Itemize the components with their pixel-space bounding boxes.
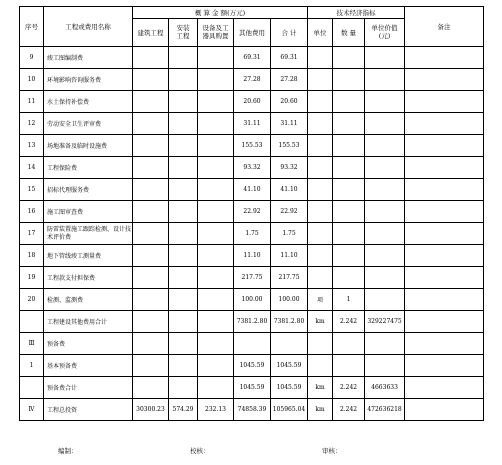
cell-total — [271, 333, 308, 355]
cell-name: 工程建设其他费用合计 — [44, 311, 133, 333]
cell-total: 11.10 — [271, 245, 308, 267]
table-row — [20, 289, 484, 311]
cell-build — [133, 289, 169, 311]
cell-qty — [333, 267, 365, 289]
header-build: 建筑工程 — [133, 19, 169, 47]
cell-equip — [198, 69, 234, 91]
cell-unit — [308, 113, 333, 135]
cell-unit: km — [308, 399, 333, 421]
cell-build — [133, 223, 169, 245]
cell-qty — [333, 69, 365, 91]
header-qty: 数 量 — [333, 19, 365, 47]
cell-remark — [405, 355, 484, 377]
cell-qty — [333, 355, 365, 377]
header-equip — [198, 19, 234, 47]
cell-install — [169, 201, 198, 223]
cell-total: 41.10 — [271, 179, 308, 201]
cell-unit-value: 329227475 — [365, 311, 405, 333]
cell-other: 41.10 — [234, 179, 271, 201]
cell-name: 场地准备及临时设施费 — [44, 135, 133, 157]
cell-qty: 2.242 — [333, 399, 365, 421]
cell-seq: 9 — [20, 47, 44, 69]
cell-unit — [308, 179, 333, 201]
cell-qty: 2.242 — [333, 377, 365, 399]
cell-build — [133, 135, 169, 157]
cell-other: 7381.2.80 — [234, 311, 271, 333]
cell-build — [133, 201, 169, 223]
footer-checked: 校核： — [190, 447, 210, 455]
cell-name: 工程保险费 — [44, 157, 133, 179]
cell-other: 20.60 — [234, 91, 271, 113]
table-row — [20, 267, 484, 289]
cell-seq: 18 — [20, 245, 44, 267]
cell-other: 93.32 — [234, 157, 271, 179]
cell-unit: 项 — [308, 289, 333, 311]
table-row — [20, 47, 484, 69]
cell-build — [133, 91, 169, 113]
cell-equip — [198, 289, 234, 311]
cell-remark — [405, 91, 484, 113]
cell-unit-value — [365, 47, 405, 69]
cell-total: 20.60 — [271, 91, 308, 113]
cell-build — [133, 267, 169, 289]
cell-total: 155.53 — [271, 135, 308, 157]
cell-qty — [333, 113, 365, 135]
cell-install — [169, 289, 198, 311]
cell-other: 155.53 — [234, 135, 271, 157]
cell-seq: 20 — [20, 289, 44, 311]
cell-unit-value — [365, 91, 405, 113]
cell-total: 7381.2.80 — [271, 311, 308, 333]
header-equip-line2: 器具购置 — [202, 31, 229, 40]
cell-name: 预备费 — [44, 333, 133, 355]
cell-seq: Ⅲ — [20, 333, 44, 355]
cell-install — [169, 355, 198, 377]
cell-qty — [333, 157, 365, 179]
cell-qty: 1 — [333, 289, 365, 311]
cell-unit-value — [365, 157, 405, 179]
header-unit: 单位 — [308, 19, 333, 47]
cell-total: 100.00 — [271, 289, 308, 311]
table-row — [20, 245, 484, 267]
cell-name: 劳动安全卫生评审费 — [44, 113, 133, 135]
table-row — [20, 201, 484, 223]
cell-name: 招标代理服务费 — [44, 179, 133, 201]
cell-unit-value — [365, 69, 405, 91]
cell-install — [169, 267, 198, 289]
signature-footer — [0, 446, 502, 460]
cell-name: 竣工图编制费 — [44, 47, 133, 69]
header-equip-line1: 设备及工 — [202, 24, 229, 32]
table-row — [20, 113, 484, 135]
cell-seq: Ⅳ — [20, 399, 44, 421]
cell-name: 地下管线竣工测量费 — [44, 245, 133, 267]
cell-build: 30300.23 — [133, 399, 169, 421]
cell-remark — [405, 289, 484, 311]
cell-other: 11.10 — [234, 245, 271, 267]
header-install-line1: 安装 — [176, 24, 190, 32]
cell-equip — [198, 201, 234, 223]
cell-build — [133, 245, 169, 267]
cell-name: 基本预备费 — [44, 355, 133, 377]
footer-compiled: 编制： — [58, 447, 78, 455]
cell-qty — [333, 179, 365, 201]
table-row — [20, 333, 484, 355]
cell-other: 100.00 — [234, 289, 271, 311]
cell-total: 22.92 — [271, 201, 308, 223]
cell-build — [133, 157, 169, 179]
cell-remark — [405, 399, 484, 421]
cell-install — [169, 113, 198, 135]
cell-install — [169, 311, 198, 333]
cell-unit — [308, 135, 333, 157]
cell-unit-value: 472636218 — [365, 399, 405, 421]
cell-unit-value — [365, 113, 405, 135]
cell-equip — [198, 91, 234, 113]
cell-total: 1045.59 — [271, 355, 308, 377]
cell-total: 27.28 — [271, 69, 308, 91]
header-seq: 序号 — [20, 7, 44, 47]
cell-remark — [405, 245, 484, 267]
cell-build — [133, 179, 169, 201]
cell-build — [133, 377, 169, 399]
cell-install — [169, 333, 198, 355]
cell-total: 31.11 — [271, 113, 308, 135]
table-row — [20, 377, 484, 399]
cell-unit — [308, 245, 333, 267]
cell-other: 27.28 — [234, 69, 271, 91]
cell-build — [133, 113, 169, 135]
cell-seq: 10 — [20, 69, 44, 91]
cell-total: 217.75 — [271, 267, 308, 289]
cell-equip — [198, 333, 234, 355]
cell-install — [169, 91, 198, 113]
cell-seq: 11 — [20, 91, 44, 113]
cell-equip — [198, 179, 234, 201]
table-row — [20, 91, 484, 113]
cell-seq: 15 — [20, 179, 44, 201]
cell-unit — [308, 355, 333, 377]
cell-name: 水土保持补偿费 — [44, 91, 133, 113]
cell-unit — [308, 91, 333, 113]
cell-install — [169, 179, 198, 201]
cell-remark — [405, 113, 484, 135]
table-header — [20, 7, 484, 47]
header-name: 工程或费用名称 — [44, 7, 133, 47]
header-total: 合 计 — [271, 19, 308, 47]
header-unit-value-line1: 单位价值 — [371, 24, 398, 32]
cell-install — [169, 69, 198, 91]
cell-name: 防雷装置施工跟踪检测、设计技术评价费 — [44, 223, 133, 245]
cell-unit-value — [365, 179, 405, 201]
cell-remark — [405, 377, 484, 399]
cell-unit-value — [365, 355, 405, 377]
cell-equip — [198, 157, 234, 179]
cell-total: 93.32 — [271, 157, 308, 179]
header-unit-value-line2: (元) — [378, 31, 391, 40]
table-row — [20, 135, 484, 157]
cell-seq — [20, 311, 44, 333]
cell-build — [133, 69, 169, 91]
cell-unit-value — [365, 333, 405, 355]
table-row — [20, 399, 484, 421]
cell-equip: 232.13 — [198, 399, 234, 421]
cell-remark — [405, 267, 484, 289]
cell-total: 105965.04 — [271, 399, 308, 421]
cell-seq: 14 — [20, 157, 44, 179]
cell-seq: 12 — [20, 113, 44, 135]
cell-unit — [308, 201, 333, 223]
cell-qty — [333, 245, 365, 267]
cell-other: 1045.59 — [234, 377, 271, 399]
cell-remark — [405, 223, 484, 245]
cell-install — [169, 245, 198, 267]
header-install-line2: 工程 — [176, 31, 190, 40]
table-row — [20, 311, 484, 333]
cell-unit-value: 4663633 — [365, 377, 405, 399]
cell-qty: 2.242 — [333, 311, 365, 333]
header-other: 其他费用 — [234, 19, 271, 47]
cell-other: 1.75 — [234, 223, 271, 245]
cell-equip — [198, 311, 234, 333]
cell-equip — [198, 245, 234, 267]
cell-other: 1045.59 — [234, 355, 271, 377]
cell-build — [133, 47, 169, 69]
cell-equip — [198, 223, 234, 245]
cell-name: 预备费合计 — [44, 377, 133, 399]
cell-build — [133, 355, 169, 377]
cell-name: 环境影响咨询服务费 — [44, 69, 133, 91]
header-install — [169, 19, 198, 47]
cell-equip — [198, 377, 234, 399]
cell-remark — [405, 47, 484, 69]
cell-seq: 17 — [20, 223, 44, 245]
table-row — [20, 179, 484, 201]
table-row — [20, 157, 484, 179]
cell-equip — [198, 113, 234, 135]
table-row — [20, 355, 484, 377]
cell-unit — [308, 223, 333, 245]
cell-install — [169, 135, 198, 157]
cell-total: 1045.59 — [271, 377, 308, 399]
header-tech-group: 技术经济指标 — [308, 7, 405, 19]
header-budget-group: 概 算 金 额(万元) — [133, 7, 308, 19]
cell-other: 22.92 — [234, 201, 271, 223]
cell-seq: 13 — [20, 135, 44, 157]
table-row — [20, 69, 484, 91]
header-unit-value — [365, 19, 405, 47]
budget-table — [19, 6, 484, 421]
table-body — [20, 47, 484, 421]
cell-qty — [333, 47, 365, 69]
cell-install — [169, 47, 198, 69]
footer-reviewed: 审核： — [322, 447, 342, 455]
cell-unit-value — [365, 135, 405, 157]
cell-seq — [20, 377, 44, 399]
cell-seq: 19 — [20, 267, 44, 289]
cell-unit-value — [365, 245, 405, 267]
cell-unit: km — [308, 311, 333, 333]
cell-unit-value — [365, 223, 405, 245]
cell-qty — [333, 333, 365, 355]
cell-remark — [405, 333, 484, 355]
cell-unit — [308, 47, 333, 69]
cell-build — [133, 333, 169, 355]
cell-other: 74858.39 — [234, 399, 271, 421]
cell-name: 检测、监测费 — [44, 289, 133, 311]
cell-unit — [308, 267, 333, 289]
cell-unit-value — [365, 267, 405, 289]
cell-total: 69.31 — [271, 47, 308, 69]
cell-remark — [405, 179, 484, 201]
cell-equip — [198, 355, 234, 377]
cell-name: 施工图审查费 — [44, 201, 133, 223]
cell-other — [234, 333, 271, 355]
cell-install — [169, 377, 198, 399]
cell-qty — [333, 201, 365, 223]
cell-other: 31.11 — [234, 113, 271, 135]
cell-unit — [308, 157, 333, 179]
cell-equip — [198, 47, 234, 69]
cell-build — [133, 311, 169, 333]
cell-unit — [308, 333, 333, 355]
cell-other: 217.75 — [234, 267, 271, 289]
cell-remark — [405, 157, 484, 179]
cell-equip — [198, 267, 234, 289]
cell-install — [169, 223, 198, 245]
header-remark: 备注 — [405, 7, 484, 47]
cell-remark — [405, 135, 484, 157]
cell-unit — [308, 69, 333, 91]
cell-qty — [333, 135, 365, 157]
cell-install — [169, 157, 198, 179]
cell-remark — [405, 201, 484, 223]
cell-install: 574.29 — [169, 399, 198, 421]
cell-unit-value — [365, 201, 405, 223]
cell-total: 1.75 — [271, 223, 308, 245]
cell-unit: km — [308, 377, 333, 399]
cell-name: 工程总投资 — [44, 399, 133, 421]
cell-name: 工程款支付担保费 — [44, 267, 133, 289]
cell-equip — [198, 135, 234, 157]
cell-seq: 1 — [20, 355, 44, 377]
cell-qty — [333, 91, 365, 113]
cell-other: 69.31 — [234, 47, 271, 69]
cell-qty — [333, 223, 365, 245]
cell-unit-value — [365, 289, 405, 311]
table-row — [20, 223, 484, 245]
cell-remark — [405, 69, 484, 91]
cell-seq: 16 — [20, 201, 44, 223]
cell-remark — [405, 311, 484, 333]
